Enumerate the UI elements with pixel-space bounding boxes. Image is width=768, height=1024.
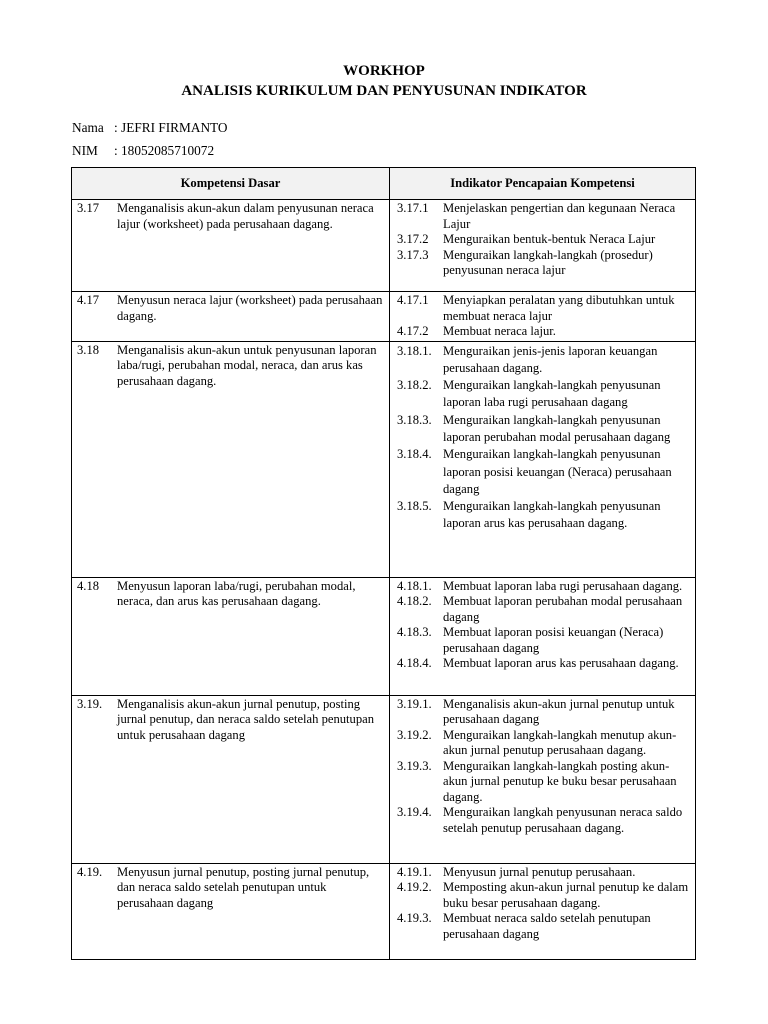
indicator-text: Menjelaskan pengertian dan kegunaan Neraca Lajur bbox=[443, 201, 676, 231]
kd-cell bbox=[72, 292, 390, 342]
kd-text: Menyusun jurnal penutup, posting jurnal penutup, dan neraca saldo setelah penutupan untuk perusahaan dagang bbox=[117, 864, 370, 910]
kd-cell bbox=[72, 863, 390, 959]
indicator-number: 3.18.1. bbox=[397, 343, 432, 358]
name-label: Nama bbox=[72, 120, 104, 135]
indicator-number: 4.18.4. bbox=[397, 656, 432, 670]
list-item bbox=[397, 625, 691, 656]
kd-number: 4.19. bbox=[77, 864, 103, 879]
indicator-cell bbox=[390, 341, 696, 577]
indicator-number: 3.19.1. bbox=[397, 696, 432, 711]
list-item bbox=[397, 324, 691, 340]
list-item bbox=[397, 656, 691, 672]
indicator-text: Menguraikan langkah-langkah penyusunan laporan laba rugi perusahaan dagang bbox=[443, 378, 661, 410]
indicator-number: 3.19.3. bbox=[397, 758, 432, 773]
indicator-text: Menganalisis akun-akun jurnal penutup untuk perusahaan dagang bbox=[443, 696, 675, 726]
indicator-cell bbox=[390, 577, 696, 695]
list-item bbox=[397, 498, 691, 533]
indicator-cell bbox=[390, 292, 696, 342]
indicator-number: 4.17.1 bbox=[397, 293, 429, 307]
table-row bbox=[72, 200, 696, 292]
header-indikator: Indikator Pencapaian Kompetensi bbox=[390, 168, 696, 200]
indicator-number: 3.17.2 bbox=[397, 232, 429, 246]
list-item bbox=[397, 343, 691, 378]
indicator-text: Membuat laporan posisi keuangan (Neraca) perusahaan dagang bbox=[443, 625, 664, 655]
kd-cell bbox=[72, 577, 390, 695]
kd-cell bbox=[72, 695, 390, 863]
kd-number: 3.19. bbox=[77, 696, 103, 711]
kd-text: Menganalisis akun-akun jurnal penutup, posting jurnal penutup, dan neraca saldo setelah penutupan untuk perusahaan dagang bbox=[117, 696, 375, 742]
name-line bbox=[72, 120, 228, 136]
indicator-number: 3.17.1 bbox=[397, 201, 429, 215]
list-item bbox=[397, 759, 691, 806]
kd-cell bbox=[72, 200, 390, 292]
indicator-text: Membuat neraca lajur. bbox=[443, 324, 556, 338]
indicator-number: 3.19.2. bbox=[397, 727, 432, 742]
list-item bbox=[397, 201, 691, 232]
indicator-cell bbox=[390, 200, 696, 292]
kd-cell bbox=[72, 341, 390, 577]
indicator-text: Membuat laporan arus kas perusahaan dagang. bbox=[443, 656, 679, 670]
list-item bbox=[397, 579, 691, 595]
list-item bbox=[397, 412, 691, 447]
indicator-text: Menguraikan langkah-langkah penyusunan laporan arus kas perusahaan dagang. bbox=[443, 499, 661, 531]
indicator-number: 3.18.5. bbox=[397, 499, 432, 514]
indicator-text: Menguraikan bentuk-bentuk Neraca Lajur bbox=[443, 232, 656, 246]
indicator-number: 4.18.2. bbox=[397, 594, 432, 608]
table-row bbox=[72, 863, 696, 959]
list-item bbox=[397, 232, 691, 248]
document-title: WORKHOP bbox=[343, 63, 425, 79]
indicator-number: 4.17.2 bbox=[397, 324, 429, 338]
table-row bbox=[72, 292, 696, 342]
kd-number: 4.18 bbox=[77, 578, 100, 593]
indicator-number: 4.19.3. bbox=[397, 911, 432, 925]
kd-text: Menyusun laporan laba/rugi, perubahan modal, neraca, dan arus kas perusahaan dagang. bbox=[117, 578, 356, 608]
indicator-number: 4.19.2. bbox=[397, 880, 432, 894]
kd-number: 3.18 bbox=[77, 342, 100, 357]
indicator-number: 3.18.3. bbox=[397, 412, 432, 427]
list-item bbox=[397, 377, 691, 412]
indicator-text: Menyiapkan peralatan yang dibutuhkan untuk membuat neraca lajur bbox=[443, 293, 675, 323]
indicator-text: Membuat neraca saldo setelah penutupan perusahaan dagang bbox=[443, 911, 651, 941]
indicator-number: 4.19.1. bbox=[397, 864, 432, 879]
table-row bbox=[72, 341, 696, 577]
kd-text: Menganalisis akun-akun dalam penyusunan neraca lajur (worksheet) pada perusahaan dagang. bbox=[117, 201, 374, 231]
indicator-number: 3.18.2. bbox=[397, 378, 432, 393]
indicator-text: Menguraikan langkah-langkah (prosedur) penyusunan neraca lajur bbox=[443, 247, 653, 277]
list-item bbox=[397, 697, 691, 728]
competency-table bbox=[71, 167, 696, 960]
list-item bbox=[397, 805, 691, 836]
list-item bbox=[397, 293, 691, 324]
kd-number: 4.17 bbox=[77, 293, 100, 307]
indicator-text: Membuat laporan laba rugi perusahaan dagang. bbox=[443, 578, 683, 593]
indicator-number: 4.18.1. bbox=[397, 578, 432, 593]
kd-number: 3.17 bbox=[77, 201, 100, 215]
kd-text: Menyusun neraca lajur (worksheet) pada perusahaan dagang. bbox=[117, 293, 383, 323]
list-item bbox=[397, 865, 691, 881]
indicator-text: Menguraikan langkah-langkah posting akun-akun jurnal penutup ke buku besar perusahaan dagang. bbox=[443, 758, 677, 804]
indicator-number: 3.19.4. bbox=[397, 805, 432, 819]
header-kompetensi-dasar: Kompetensi Dasar bbox=[72, 168, 390, 200]
indicator-text: Menguraikan langkah penyusunan neraca saldo setelah penutup perusahaan dagang. bbox=[443, 805, 683, 835]
list-item bbox=[397, 446, 691, 498]
indicator-text: Membuat laporan perubahan modal perusahaan dagang bbox=[443, 594, 683, 624]
indicator-text: Menguraikan langkah-langkah menutup akun-akun jurnal penutup perusahaan dagang. bbox=[443, 727, 677, 757]
indicator-number: 4.18.3. bbox=[397, 625, 432, 639]
nim-line bbox=[72, 143, 214, 159]
document-subtitle: ANALISIS KURIKULUM DAN PENYUSUNAN INDIKATOR bbox=[181, 83, 587, 99]
nim-label: NIM bbox=[72, 143, 98, 158]
indicator-cell bbox=[390, 863, 696, 959]
indicator-number: 3.18.4. bbox=[397, 447, 432, 462]
table-row bbox=[72, 695, 696, 863]
list-item bbox=[397, 911, 691, 942]
indicator-text: Menyusun jurnal penutup perusahaan. bbox=[443, 864, 636, 879]
kd-text: Menganalisis akun-akun untuk penyusunan laporan laba/rugi, perubahan modal, neraca, dan arus kas perusahaan dagang. bbox=[117, 342, 377, 388]
name-value: : JEFRI FIRMANTO bbox=[114, 120, 228, 135]
indicator-text: Memposting akun-akun jurnal penutup ke dalam buku besar perusahaan dagang. bbox=[443, 880, 689, 910]
list-item bbox=[397, 248, 691, 279]
list-item bbox=[397, 880, 691, 911]
list-item bbox=[397, 728, 691, 759]
table-row bbox=[72, 577, 696, 695]
indicator-text: Menguraikan langkah-langkah penyusunan laporan posisi keuangan (Neraca) perusahaan dagang bbox=[443, 447, 672, 496]
indicator-cell bbox=[390, 695, 696, 863]
indicator-number: 3.17.3 bbox=[397, 247, 429, 262]
indicator-text: Menguraikan jenis-jenis laporan keuangan perusahaan dagang. bbox=[443, 343, 658, 375]
list-item bbox=[397, 594, 691, 625]
table-header-row bbox=[72, 168, 696, 200]
indicator-text: Menguraikan langkah-langkah penyusunan laporan perubahan modal perusahaan dagang bbox=[443, 412, 671, 444]
nim-value: : 18052085710072 bbox=[114, 143, 215, 158]
